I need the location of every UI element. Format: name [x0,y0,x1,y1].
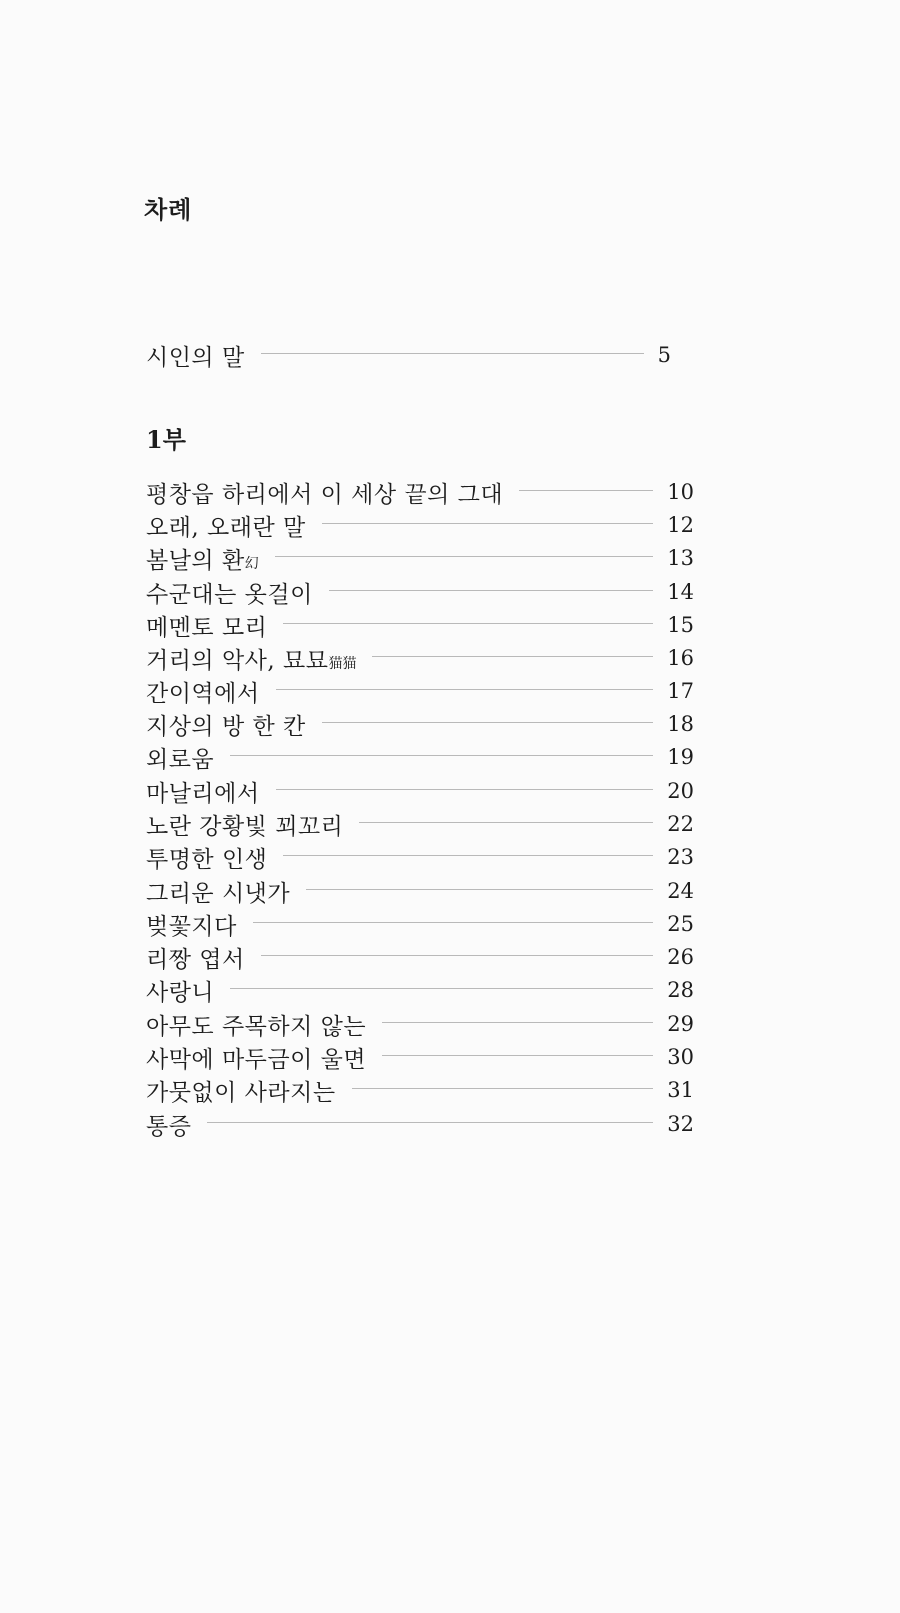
toc-entry[interactable] [146,543,694,573]
dot-leader [382,1055,653,1056]
entry-page-number: 25 [667,912,694,936]
dot-leader [275,556,654,557]
entry-page-number: 28 [667,978,694,1002]
entry-page-number: 23 [667,845,694,869]
toc-entry[interactable] [146,1109,694,1139]
toc-entry[interactable] [146,610,694,640]
dot-leader [372,656,653,657]
dot-leader [261,955,654,956]
dot-leader [519,490,653,491]
dot-leader [283,855,653,856]
toc-entry[interactable] [146,1042,694,1072]
toc-entry[interactable] [146,809,694,839]
toc-entry[interactable] [146,676,694,706]
toc-entry[interactable] [146,842,694,872]
dot-leader [329,590,653,591]
part-heading: 1부 [146,425,186,454]
entry-page-number: 32 [667,1112,694,1136]
entry-page-number: 14 [667,580,694,604]
toc-entry[interactable] [146,477,694,507]
toc-entry[interactable] [146,975,694,1005]
entry-title: 마날리에서 [146,780,260,807]
entry-title: 그리운 시냇가 [146,880,291,907]
toc-entry[interactable] [146,942,694,972]
toc-entry[interactable] [146,1009,694,1039]
toc-entry[interactable] [146,1075,694,1105]
entry-page-number: 5 [657,343,671,367]
dot-leader [306,889,653,890]
dot-leader [359,822,653,823]
entry-title: 노란 강황빛 꾀꼬리 [146,813,344,840]
entry-title: 봄날의 환幻 [146,547,259,574]
entry-title: 수군대는 옷걸이 [146,581,313,608]
toc-entry[interactable] [146,643,694,673]
entry-title: 사막에 마두금이 울면 [146,1046,367,1073]
dot-leader [276,689,654,690]
entry-title: 외로움 [146,746,215,773]
entry-title-hanja: 猫猫 [328,655,357,672]
entry-title-hanja: 幻 [244,555,259,572]
dot-leader [382,1022,653,1023]
entry-page-number: 20 [667,779,694,803]
entry-page-number: 24 [667,879,694,903]
toc-entry[interactable] [146,709,694,739]
dot-leader [322,523,654,524]
toc-entry[interactable] [146,510,694,540]
dot-leader [261,353,644,354]
entry-page-number: 26 [667,945,694,969]
toc-entry[interactable] [146,876,694,906]
entry-page-number: 17 [667,679,694,703]
dot-leader [207,1122,653,1123]
entry-page-number: 18 [667,712,694,736]
entry-page-number: 19 [667,745,694,769]
entry-title: 리짱 엽서 [146,946,245,973]
dot-leader [322,722,654,723]
toc-entry[interactable] [146,909,694,939]
entry-page-number: 12 [667,513,694,537]
entry-title: 아무도 주목하지 않는 [146,1013,367,1040]
entry-page-number: 22 [667,812,694,836]
dot-leader [253,922,653,923]
entry-title: 투명한 인생 [146,846,268,873]
entry-title: 메멘토 모리 [146,614,268,641]
toc-heading: 차례 [144,195,193,224]
dot-leader [276,789,654,790]
dot-leader [283,623,653,624]
entry-title: 통증 [146,1113,192,1140]
entry-page-number: 10 [667,480,694,504]
entry-page-number: 13 [667,546,694,570]
entry-title: 벚꽃지다 [146,913,237,940]
entry-title: 오래, 오래란 말 [146,514,306,541]
dot-leader [352,1088,654,1089]
dot-leader [230,988,653,989]
toc-entry[interactable] [146,577,694,607]
entry-page-number: 29 [667,1012,694,1036]
entry-title: 평창읍 하리에서 이 세상 끝의 그대 [146,481,504,508]
entry-title: 지상의 방 한 칸 [146,713,306,740]
entry-page-number: 16 [667,646,694,670]
dot-leader [230,755,653,756]
entry-page-number: 31 [667,1078,694,1102]
entry-page-number: 15 [667,613,694,637]
entry-title: 시인의 말 [146,344,245,371]
entry-title: 가뭇없이 사라지는 [146,1079,336,1106]
entry-title: 거리의 악사, 묘묘猫猫 [146,647,357,674]
toc-entry-preface[interactable] [146,340,671,370]
entry-title: 사랑니 [146,979,215,1006]
toc-entry[interactable] [146,776,694,806]
entry-page-number: 30 [667,1045,694,1069]
toc-entry[interactable] [146,742,694,772]
entry-title: 간이역에서 [146,680,260,707]
